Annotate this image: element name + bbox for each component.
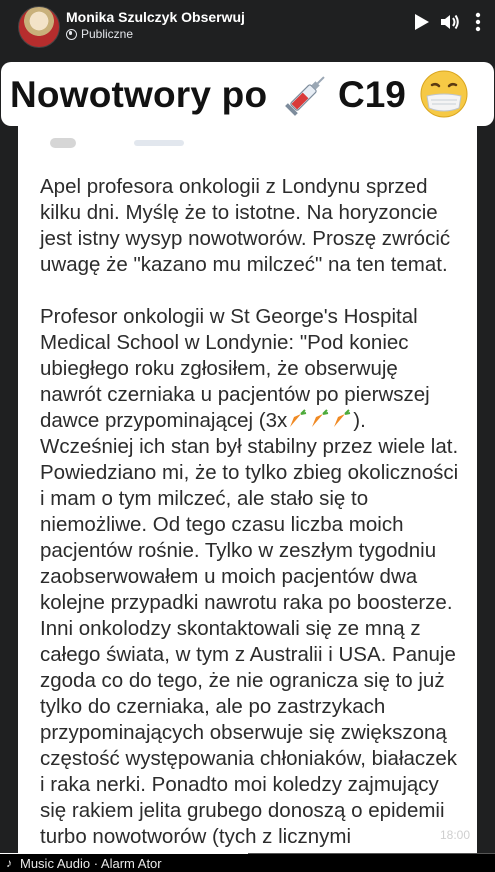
paragraph-2 xyxy=(40,304,475,850)
paragraph-1: Apel profesora onkologii z Londynu sprzed kilku dni. Myślę że to istotne. Na horyzoncie jest istny wysyp nowotworów. Proszę zwrócić uwagę że "kazano mu milczeć" na ten temat. xyxy=(40,175,451,276)
more-options-icon[interactable] xyxy=(466,10,490,34)
banner-title: Nowotwory po xyxy=(10,74,268,115)
face-with-medical-mask-icon xyxy=(418,68,470,120)
audience-indicator xyxy=(66,27,133,41)
play-icon[interactable] xyxy=(409,10,433,34)
paragraph-2-start: Profesor onkologii w St George's Hospital Medical School w Londynie: "Pod koniec ubiegłego roku zgłosiłem, że obserwuję nawrót czerniaka u pacjentów po pierwszej dawce przypominającej (3x xyxy=(40,305,430,432)
carrot-icon xyxy=(288,409,308,429)
music-bar[interactable] xyxy=(0,854,495,872)
avatar[interactable] xyxy=(18,6,60,48)
post-screenshot xyxy=(18,126,477,872)
paragraph-2-end: ). Wcześniej ich stan był stabilny przez wiele lat. Powiedziano mi, że to tylko zbieg okoliczności i mam o tym milczeć, ale stało się to niemożliwe. Od tego czasu liczba moich pacjentów rośnie. Tylko w zeszłym tygodniu zaobserwowałem u moich pacjentów dwa kolejne przypadki nawrotu raka po boosterze. Inni onkolodzy skontaktowali się ze mną z całego świata, w tym z Australii i USA. Panuje zgoda co do tego, że nie ogranicza się to już tylko do czerniaka, ale po zastrzykach przypominających obserwuje się zwiększoną częstość występowania chłoniaków, białaczek i raka nerki. Ponadto moi koledzy zajmujący się rakiem jelita grubego donoszą o epidemii turbo nowotworów (tych z licznymi xyxy=(40,409,459,848)
music-label: Music Audio · Alarm Ator xyxy=(20,856,162,871)
carrot-icon xyxy=(332,409,352,429)
post-text xyxy=(40,174,475,872)
video-timestamp: 18:00 xyxy=(440,828,471,842)
music-note-icon: ♪ xyxy=(6,856,12,870)
volume-icon[interactable] xyxy=(438,10,462,34)
carrot-icon xyxy=(310,409,330,429)
syringe-icon xyxy=(282,69,332,119)
carrots xyxy=(287,408,353,434)
story-header xyxy=(0,0,495,55)
owner-name[interactable]: Monika Szulczyk Obserwuj xyxy=(66,9,245,25)
cropped-header-fragment xyxy=(48,126,188,148)
globe-icon xyxy=(66,29,77,40)
banner-c19: C19 xyxy=(338,74,406,115)
audience-label: Publiczne xyxy=(81,27,134,41)
